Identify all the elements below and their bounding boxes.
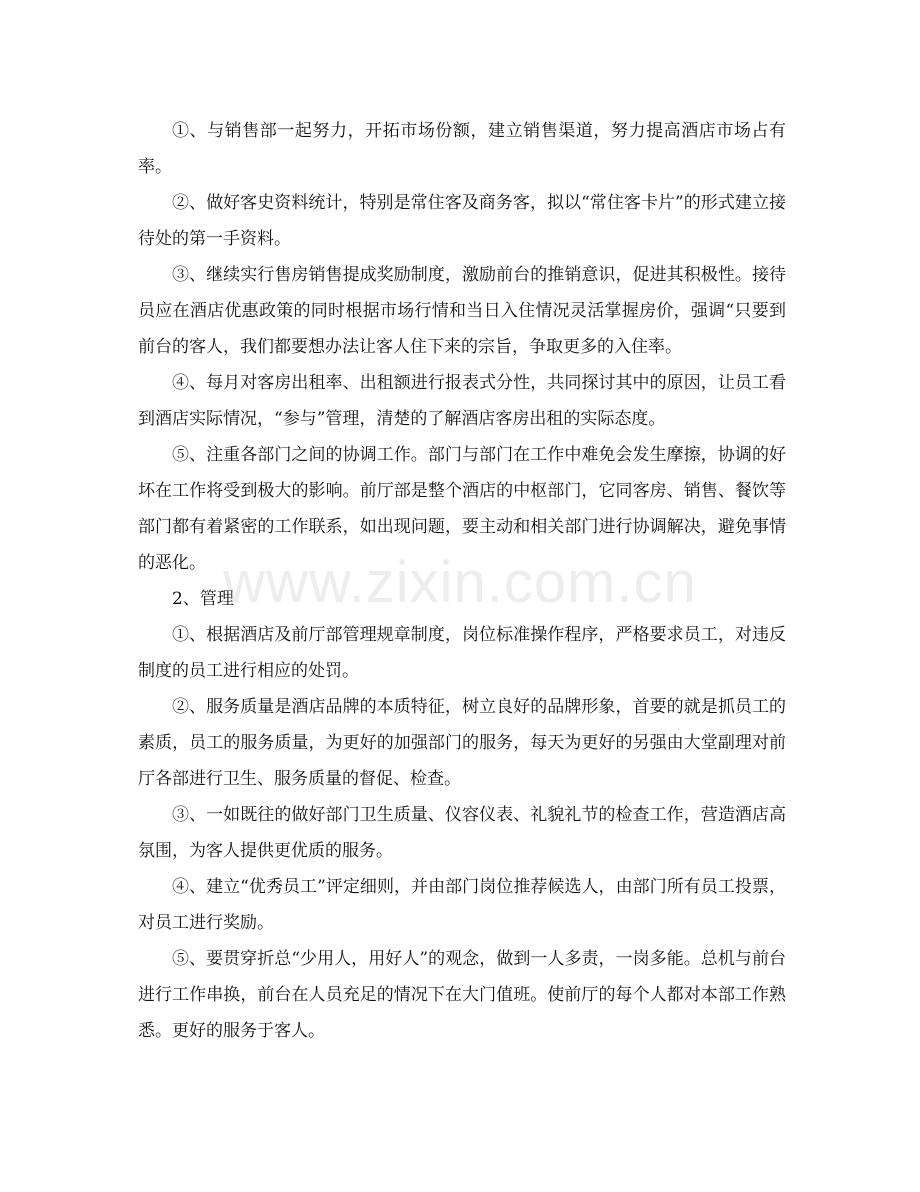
paragraph-4: ④、每月对客房出租率、出租额进行报表式分性，共同探讨其中的原因，让员工看到酒店实际情况，“参与”管理，清楚的了解酒店客房出租的实际态度。: [138, 373, 786, 429]
paragraph-7: ②、服务质量是酒店品牌的本质特征，树立良好的品牌形象，首要的就是抓员工的素质，员工的服务质量，为更好的加强部门的服务，每天为更好的另强由大堂副理对前厅各部进行卫生、服务质量的督促、检查。: [138, 697, 786, 789]
watermark: www.zixin.com.cn: [223, 550, 697, 615]
paragraph-1: ①、与销售部一起努力，开拓市场份额，建立销售渠道，努力提高酒店市场占有率。: [138, 121, 786, 177]
paragraph-10: ⑤、要贯穿折总“少用人，用好人”的观念，做到一人多责，一岗多能。总机与前台进行工作串换，前台在人员充足的情况下在大门值班。使前厅的每个人都对本部工作熟悉。更好的服务于客人。: [138, 949, 786, 1041]
paragraph-9: ④、建立“优秀员工”评定细则，并由部门岗位推荐候选人，由部门所有员工投票，对员工进行奖励。: [138, 877, 786, 933]
document-body: [138, 113, 786, 1049]
paragraph-3: ③、继续实行售房销售提成奖励制度，激励前台的推销意识，促进其积极性。接待员应在酒店优惠政策的同时根据市场行情和当日入住情况灵活掌握房价，强调“只要到前台的客人，我们都要想办法让客人住下来的宗旨，争取更多的入住率。: [138, 265, 786, 357]
paragraph-8: ③、一如既往的做好部门卫生质量、仪容仪表、礼貌礼节的检查工作，营造酒店高氛围，为客人提供更优质的服务。: [138, 805, 786, 861]
section-heading-management: 2、管理: [172, 589, 234, 609]
paragraph-6: ①、根据酒店及前厅部管理规章制度，岗位标准操作程序，严格要求员工，对违反制度的员工进行相应的处罚。: [138, 625, 786, 681]
paragraph-5: ⑤、注重各部门之间的协调工作。部门与部门在工作中难免会发生摩擦，协调的好坏在工作将受到极大的影响。前厅部是整个酒店的中枢部门，它同客房、销售、餐饮等部门都有着紧密的工作联系，如出现问题，要主动和相关部门进行协调解决，避免事情的恶化。: [138, 445, 786, 573]
paragraph-2: ②、做好客史资料统计，特别是常住客及商务客，拟以“常住客卡片”的形式建立接待处的第一手资料。: [138, 193, 786, 249]
